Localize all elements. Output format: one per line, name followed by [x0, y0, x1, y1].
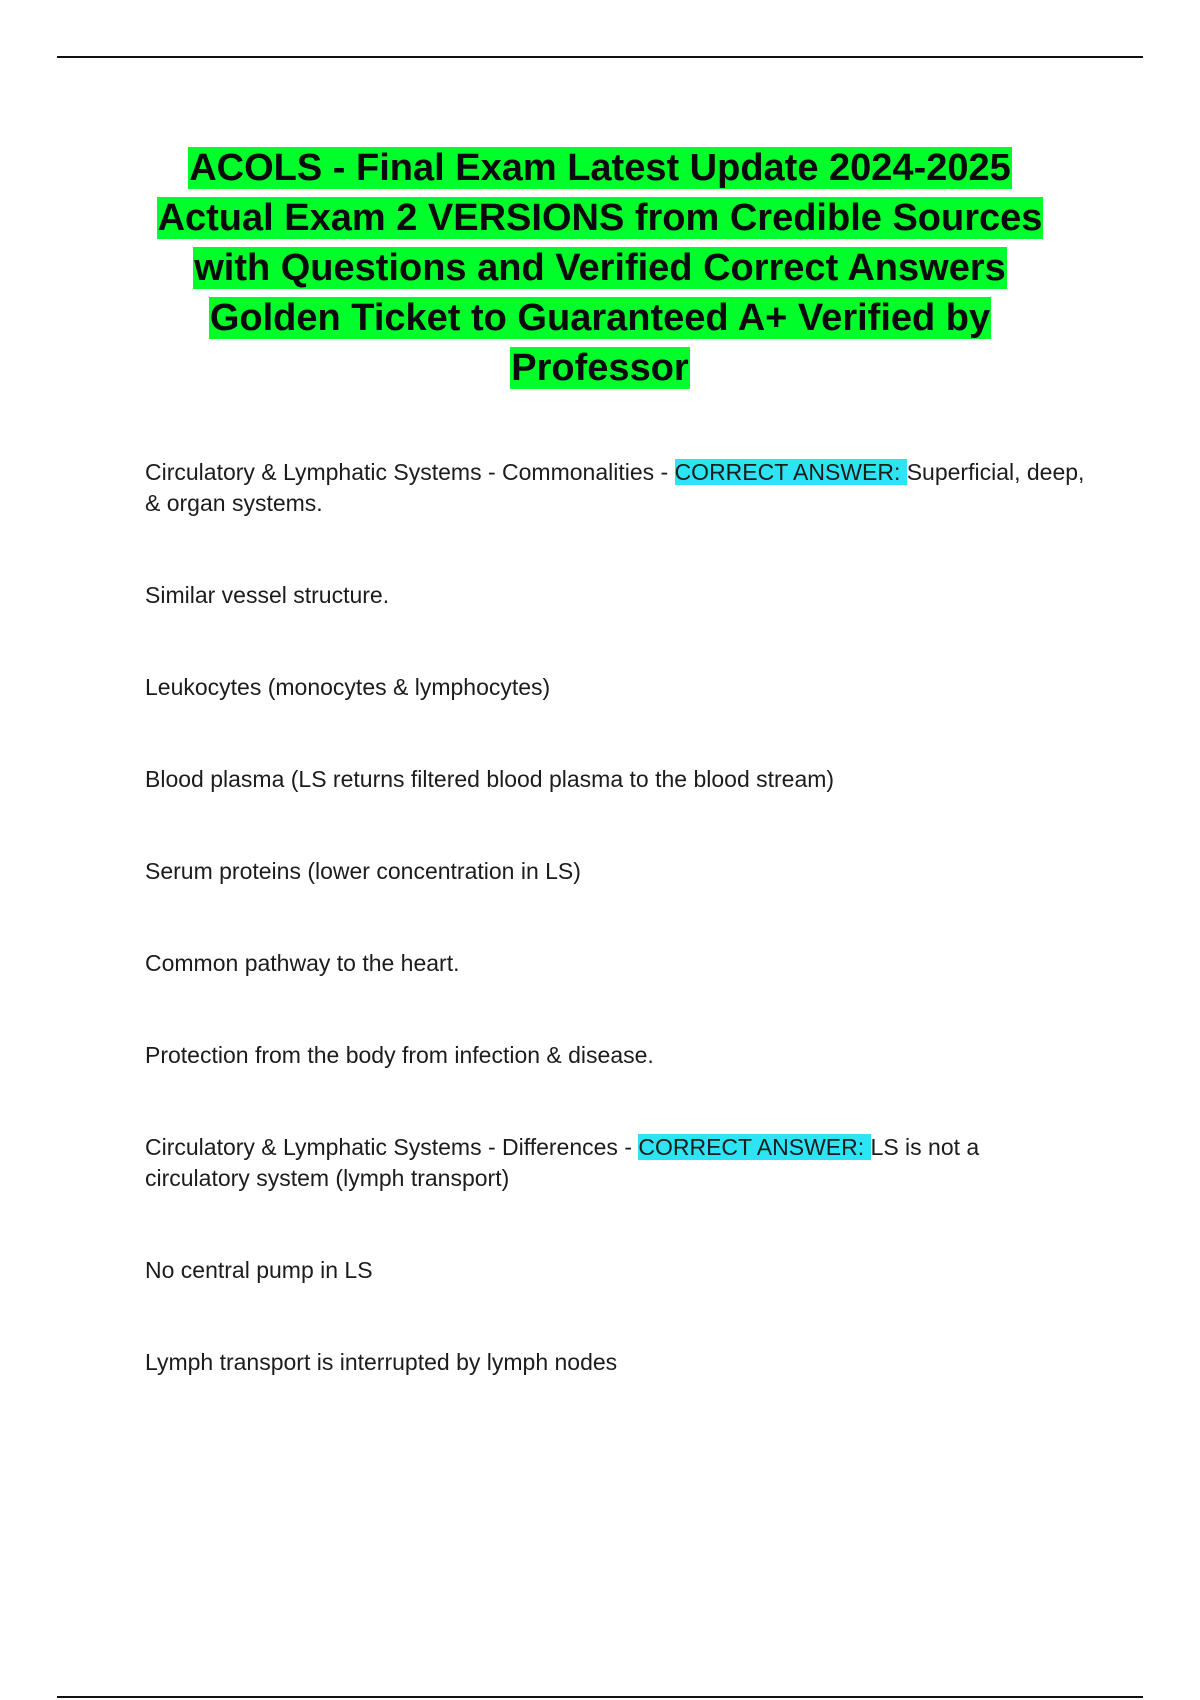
qa-entry — [145, 1132, 1085, 1194]
list-item: No central pump in LS — [145, 1257, 373, 1283]
document-title — [130, 143, 1070, 393]
top-rule — [57, 56, 1143, 58]
list-item: Protection from the body from infection & disease. — [145, 1042, 654, 1068]
list-item: Common pathway to the heart. — [145, 950, 460, 976]
question-text: Circulatory & Lymphatic Systems - Commonalities - — [145, 459, 675, 485]
list-item: Blood plasma (LS returns filtered blood plasma to the blood stream) — [145, 766, 835, 792]
correct-answer-label: CORRECT ANSWER: — [674, 459, 907, 485]
list-item: Similar vessel structure. — [145, 582, 390, 608]
bottom-rule — [57, 1696, 1143, 1698]
qa-entry — [145, 457, 1085, 519]
question-text: Circulatory & Lymphatic Systems - Differences - — [145, 1134, 639, 1160]
list-item: Serum proteins (lower concentration in LS) — [145, 858, 581, 884]
list-item: Lymph transport is interrupted by lymph nodes — [145, 1349, 618, 1375]
document-body — [145, 457, 1085, 1378]
answer-text: Superficial, deep, & organ systems. — [145, 459, 1085, 516]
answer-text: LS is not a circulatory system (lymph transport) — [145, 1134, 980, 1191]
correct-answer-label: CORRECT ANSWER: — [638, 1134, 871, 1160]
title-highlight: ACOLS - Final Exam Latest Update 2024-2025 Actual Exam 2 VERSIONS from Credible Sources with Questions and Verified Correct Answers Golden Ticket to Guaranteed A+ Verified by Professor — [157, 147, 1043, 389]
list-item: Leukocytes (monocytes & lymphocytes) — [145, 674, 551, 700]
